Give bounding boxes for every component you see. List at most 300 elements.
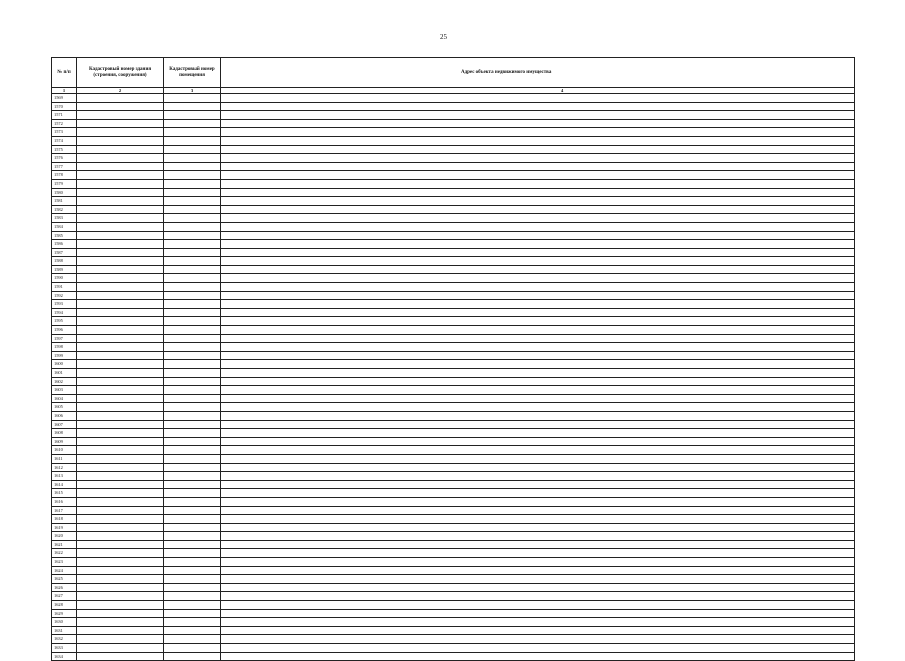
property-address bbox=[221, 240, 855, 249]
building-cadastral-number bbox=[77, 472, 164, 481]
property-address bbox=[221, 291, 855, 300]
row-number: 1605 bbox=[52, 403, 77, 412]
building-cadastral-number bbox=[77, 257, 164, 266]
property-register-table bbox=[51, 57, 855, 661]
building-cadastral-number bbox=[77, 652, 164, 661]
table-row bbox=[52, 652, 855, 661]
building-cadastral-number bbox=[77, 403, 164, 412]
row-number: 1583 bbox=[52, 214, 77, 223]
row-number: 1625 bbox=[52, 575, 77, 584]
property-address bbox=[221, 566, 855, 575]
row-number: 1575 bbox=[52, 145, 77, 154]
room-cadastral-number bbox=[164, 609, 221, 618]
room-cadastral-number bbox=[164, 644, 221, 653]
property-address bbox=[221, 154, 855, 163]
property-address bbox=[221, 162, 855, 171]
table-row bbox=[52, 308, 855, 317]
column-number: 4 bbox=[221, 88, 855, 94]
room-cadastral-number bbox=[164, 94, 221, 103]
property-address bbox=[221, 540, 855, 549]
room-cadastral-number bbox=[164, 197, 221, 206]
room-cadastral-number bbox=[164, 506, 221, 515]
row-number: 1574 bbox=[52, 136, 77, 145]
building-cadastral-number bbox=[77, 489, 164, 498]
building-cadastral-number bbox=[77, 566, 164, 575]
building-cadastral-number bbox=[77, 601, 164, 610]
property-address bbox=[221, 300, 855, 309]
room-cadastral-number bbox=[164, 326, 221, 335]
table-row bbox=[52, 497, 855, 506]
room-cadastral-number bbox=[164, 472, 221, 481]
property-address bbox=[221, 394, 855, 403]
property-address bbox=[221, 171, 855, 180]
row-number: 1588 bbox=[52, 257, 77, 266]
property-address bbox=[221, 257, 855, 266]
row-number: 1591 bbox=[52, 283, 77, 292]
room-cadastral-number bbox=[164, 437, 221, 446]
row-number: 1597 bbox=[52, 334, 77, 343]
building-cadastral-number bbox=[77, 626, 164, 635]
building-cadastral-number bbox=[77, 274, 164, 283]
property-address bbox=[221, 420, 855, 429]
property-address bbox=[221, 317, 855, 326]
building-cadastral-number bbox=[77, 205, 164, 214]
building-cadastral-number bbox=[77, 532, 164, 541]
building-cadastral-number bbox=[77, 635, 164, 644]
row-number: 1623 bbox=[52, 558, 77, 567]
room-cadastral-number bbox=[164, 257, 221, 266]
row-number: 1618 bbox=[52, 515, 77, 524]
property-address bbox=[221, 308, 855, 317]
row-number: 1614 bbox=[52, 480, 77, 489]
property-address bbox=[221, 248, 855, 257]
building-cadastral-number bbox=[77, 540, 164, 549]
row-number: 1611 bbox=[52, 454, 77, 463]
table-row bbox=[52, 128, 855, 137]
table-row bbox=[52, 377, 855, 386]
property-address bbox=[221, 454, 855, 463]
building-cadastral-number bbox=[77, 343, 164, 352]
building-cadastral-number bbox=[77, 437, 164, 446]
table-row bbox=[52, 214, 855, 223]
table-row bbox=[52, 506, 855, 515]
row-number: 1582 bbox=[52, 205, 77, 214]
building-cadastral-number bbox=[77, 360, 164, 369]
property-address bbox=[221, 601, 855, 610]
building-cadastral-number bbox=[77, 429, 164, 438]
property-address bbox=[221, 94, 855, 103]
room-cadastral-number bbox=[164, 188, 221, 197]
room-cadastral-number bbox=[164, 575, 221, 584]
property-address bbox=[221, 197, 855, 206]
building-cadastral-number bbox=[77, 644, 164, 653]
header-address: Адрес объекта недвижимого имущества bbox=[221, 58, 855, 88]
table-row bbox=[52, 558, 855, 567]
room-cadastral-number bbox=[164, 274, 221, 283]
row-number: 1590 bbox=[52, 274, 77, 283]
room-cadastral-number bbox=[164, 360, 221, 369]
table-row bbox=[52, 94, 855, 103]
table-row bbox=[52, 119, 855, 128]
table-row bbox=[52, 489, 855, 498]
table-row bbox=[52, 248, 855, 257]
row-number: 1586 bbox=[52, 240, 77, 249]
building-cadastral-number bbox=[77, 506, 164, 515]
room-cadastral-number bbox=[164, 489, 221, 498]
room-cadastral-number bbox=[164, 317, 221, 326]
room-cadastral-number bbox=[164, 558, 221, 567]
building-cadastral-number bbox=[77, 480, 164, 489]
row-number: 1599 bbox=[52, 351, 77, 360]
property-address bbox=[221, 119, 855, 128]
table-row bbox=[52, 291, 855, 300]
property-address bbox=[221, 136, 855, 145]
building-cadastral-number bbox=[77, 171, 164, 180]
table-row bbox=[52, 300, 855, 309]
row-number: 1619 bbox=[52, 523, 77, 532]
building-cadastral-number bbox=[77, 377, 164, 386]
property-address bbox=[221, 592, 855, 601]
room-cadastral-number bbox=[164, 145, 221, 154]
row-number: 1572 bbox=[52, 119, 77, 128]
property-address bbox=[221, 429, 855, 438]
building-cadastral-number bbox=[77, 497, 164, 506]
room-cadastral-number bbox=[164, 265, 221, 274]
room-cadastral-number bbox=[164, 231, 221, 240]
building-cadastral-number bbox=[77, 609, 164, 618]
room-cadastral-number bbox=[164, 334, 221, 343]
room-cadastral-number bbox=[164, 162, 221, 171]
table-row bbox=[52, 601, 855, 610]
room-cadastral-number bbox=[164, 532, 221, 541]
table-row bbox=[52, 566, 855, 575]
room-cadastral-number bbox=[164, 497, 221, 506]
building-cadastral-number bbox=[77, 386, 164, 395]
table-row bbox=[52, 257, 855, 266]
building-cadastral-number bbox=[77, 394, 164, 403]
header-building-cadastral-number: Кадастровый номер здания (строения, сооружения) bbox=[77, 58, 164, 88]
table-row bbox=[52, 162, 855, 171]
property-address bbox=[221, 506, 855, 515]
property-address bbox=[221, 265, 855, 274]
property-address bbox=[221, 231, 855, 240]
property-address bbox=[221, 609, 855, 618]
row-number: 1594 bbox=[52, 308, 77, 317]
room-cadastral-number bbox=[164, 566, 221, 575]
building-cadastral-number bbox=[77, 145, 164, 154]
table-row bbox=[52, 265, 855, 274]
room-cadastral-number bbox=[164, 454, 221, 463]
building-cadastral-number bbox=[77, 334, 164, 343]
table-row bbox=[52, 644, 855, 653]
table-row bbox=[52, 437, 855, 446]
building-cadastral-number bbox=[77, 154, 164, 163]
row-number: 1629 bbox=[52, 609, 77, 618]
row-number: 1598 bbox=[52, 343, 77, 352]
property-address bbox=[221, 326, 855, 335]
row-number: 1631 bbox=[52, 626, 77, 635]
property-address bbox=[221, 446, 855, 455]
property-address bbox=[221, 334, 855, 343]
row-number: 1616 bbox=[52, 497, 77, 506]
row-number: 1626 bbox=[52, 583, 77, 592]
row-number: 1608 bbox=[52, 429, 77, 438]
row-number: 1600 bbox=[52, 360, 77, 369]
table-row bbox=[52, 369, 855, 378]
room-cadastral-number bbox=[164, 248, 221, 257]
room-cadastral-number bbox=[164, 308, 221, 317]
property-address bbox=[221, 583, 855, 592]
property-address bbox=[221, 472, 855, 481]
table-row bbox=[52, 540, 855, 549]
room-cadastral-number bbox=[164, 300, 221, 309]
column-number: 1 bbox=[52, 88, 77, 94]
table-row bbox=[52, 102, 855, 111]
property-address bbox=[221, 360, 855, 369]
table-row bbox=[52, 231, 855, 240]
building-cadastral-number bbox=[77, 558, 164, 567]
building-cadastral-number bbox=[77, 111, 164, 120]
property-address bbox=[221, 351, 855, 360]
building-cadastral-number bbox=[77, 351, 164, 360]
row-number: 1630 bbox=[52, 618, 77, 627]
row-number: 1587 bbox=[52, 248, 77, 257]
room-cadastral-number bbox=[164, 635, 221, 644]
building-cadastral-number bbox=[77, 549, 164, 558]
row-number: 1628 bbox=[52, 601, 77, 610]
property-address bbox=[221, 644, 855, 653]
table-row bbox=[52, 136, 855, 145]
property-address bbox=[221, 377, 855, 386]
table-row bbox=[52, 197, 855, 206]
property-address bbox=[221, 532, 855, 541]
property-address bbox=[221, 618, 855, 627]
table-row bbox=[52, 523, 855, 532]
room-cadastral-number bbox=[164, 583, 221, 592]
room-cadastral-number bbox=[164, 411, 221, 420]
building-cadastral-number bbox=[77, 265, 164, 274]
room-cadastral-number bbox=[164, 111, 221, 120]
room-cadastral-number bbox=[164, 351, 221, 360]
property-address bbox=[221, 549, 855, 558]
room-cadastral-number bbox=[164, 480, 221, 489]
building-cadastral-number bbox=[77, 523, 164, 532]
header-row-number: № п/п bbox=[52, 58, 77, 88]
building-cadastral-number bbox=[77, 583, 164, 592]
property-address bbox=[221, 283, 855, 292]
room-cadastral-number bbox=[164, 205, 221, 214]
row-number: 1627 bbox=[52, 592, 77, 601]
building-cadastral-number bbox=[77, 136, 164, 145]
header-room-cadastral-number: Кадастровый номер помещения bbox=[164, 58, 221, 88]
row-number: 1634 bbox=[52, 652, 77, 661]
room-cadastral-number bbox=[164, 386, 221, 395]
room-cadastral-number bbox=[164, 291, 221, 300]
building-cadastral-number bbox=[77, 317, 164, 326]
row-number: 1615 bbox=[52, 489, 77, 498]
property-address bbox=[221, 489, 855, 498]
property-address bbox=[221, 523, 855, 532]
building-cadastral-number bbox=[77, 291, 164, 300]
table-row bbox=[52, 446, 855, 455]
page-number: 25 bbox=[440, 33, 447, 41]
row-number: 1571 bbox=[52, 111, 77, 120]
building-cadastral-number bbox=[77, 326, 164, 335]
table-body bbox=[52, 88, 855, 661]
room-cadastral-number bbox=[164, 102, 221, 111]
table-row bbox=[52, 222, 855, 231]
property-address bbox=[221, 205, 855, 214]
property-address bbox=[221, 575, 855, 584]
table-row bbox=[52, 188, 855, 197]
table-row bbox=[52, 472, 855, 481]
property-address bbox=[221, 558, 855, 567]
property-address bbox=[221, 463, 855, 472]
property-address bbox=[221, 626, 855, 635]
building-cadastral-number bbox=[77, 128, 164, 137]
row-number: 1601 bbox=[52, 369, 77, 378]
column-number: 2 bbox=[77, 88, 164, 94]
row-number: 1602 bbox=[52, 377, 77, 386]
row-number: 1604 bbox=[52, 394, 77, 403]
table-row bbox=[52, 403, 855, 412]
table-row bbox=[52, 583, 855, 592]
building-cadastral-number bbox=[77, 283, 164, 292]
property-address bbox=[221, 635, 855, 644]
property-address bbox=[221, 480, 855, 489]
room-cadastral-number bbox=[164, 154, 221, 163]
building-cadastral-number bbox=[77, 575, 164, 584]
row-number: 1620 bbox=[52, 532, 77, 541]
row-number: 1584 bbox=[52, 222, 77, 231]
row-number: 1576 bbox=[52, 154, 77, 163]
building-cadastral-number bbox=[77, 162, 164, 171]
room-cadastral-number bbox=[164, 214, 221, 223]
table-row bbox=[52, 592, 855, 601]
property-address bbox=[221, 515, 855, 524]
building-cadastral-number bbox=[77, 454, 164, 463]
property-address bbox=[221, 179, 855, 188]
table-row bbox=[52, 326, 855, 335]
row-number: 1595 bbox=[52, 317, 77, 326]
room-cadastral-number bbox=[164, 128, 221, 137]
table-row bbox=[52, 386, 855, 395]
property-address bbox=[221, 403, 855, 412]
property-address bbox=[221, 222, 855, 231]
row-number: 1581 bbox=[52, 197, 77, 206]
building-cadastral-number bbox=[77, 300, 164, 309]
row-number: 1573 bbox=[52, 128, 77, 137]
row-number: 1589 bbox=[52, 265, 77, 274]
row-number: 1593 bbox=[52, 300, 77, 309]
property-address bbox=[221, 437, 855, 446]
room-cadastral-number bbox=[164, 601, 221, 610]
row-number: 1592 bbox=[52, 291, 77, 300]
row-number: 1621 bbox=[52, 540, 77, 549]
property-address bbox=[221, 386, 855, 395]
room-cadastral-number bbox=[164, 240, 221, 249]
table-row bbox=[52, 429, 855, 438]
room-cadastral-number bbox=[164, 171, 221, 180]
row-number: 1622 bbox=[52, 549, 77, 558]
table-row bbox=[52, 575, 855, 584]
table-row bbox=[52, 420, 855, 429]
table-row bbox=[52, 618, 855, 627]
table-row bbox=[52, 343, 855, 352]
table-row bbox=[52, 283, 855, 292]
property-address bbox=[221, 369, 855, 378]
property-address bbox=[221, 128, 855, 137]
building-cadastral-number bbox=[77, 240, 164, 249]
table-row bbox=[52, 351, 855, 360]
building-cadastral-number bbox=[77, 463, 164, 472]
row-number: 1612 bbox=[52, 463, 77, 472]
room-cadastral-number bbox=[164, 369, 221, 378]
table-row bbox=[52, 334, 855, 343]
room-cadastral-number bbox=[164, 377, 221, 386]
room-cadastral-number bbox=[164, 652, 221, 661]
building-cadastral-number bbox=[77, 411, 164, 420]
table-row bbox=[52, 317, 855, 326]
room-cadastral-number bbox=[164, 463, 221, 472]
room-cadastral-number bbox=[164, 119, 221, 128]
column-number: 3 bbox=[164, 88, 221, 94]
row-number: 1633 bbox=[52, 644, 77, 653]
row-number: 1606 bbox=[52, 411, 77, 420]
building-cadastral-number bbox=[77, 119, 164, 128]
table-row bbox=[52, 532, 855, 541]
row-number: 1632 bbox=[52, 635, 77, 644]
building-cadastral-number bbox=[77, 214, 164, 223]
header-row bbox=[52, 58, 855, 88]
table-row bbox=[52, 154, 855, 163]
table-row bbox=[52, 463, 855, 472]
room-cadastral-number bbox=[164, 283, 221, 292]
table-row bbox=[52, 609, 855, 618]
row-number: 1610 bbox=[52, 446, 77, 455]
room-cadastral-number bbox=[164, 515, 221, 524]
row-number: 1578 bbox=[52, 171, 77, 180]
building-cadastral-number bbox=[77, 231, 164, 240]
table-row bbox=[52, 635, 855, 644]
property-address bbox=[221, 214, 855, 223]
property-address bbox=[221, 111, 855, 120]
property-address bbox=[221, 497, 855, 506]
row-number: 1570 bbox=[52, 102, 77, 111]
table-row bbox=[52, 515, 855, 524]
room-cadastral-number bbox=[164, 540, 221, 549]
table-row bbox=[52, 549, 855, 558]
building-cadastral-number bbox=[77, 197, 164, 206]
table-row bbox=[52, 145, 855, 154]
room-cadastral-number bbox=[164, 343, 221, 352]
property-address bbox=[221, 102, 855, 111]
property-address bbox=[221, 188, 855, 197]
property-address bbox=[221, 652, 855, 661]
building-cadastral-number bbox=[77, 222, 164, 231]
room-cadastral-number bbox=[164, 549, 221, 558]
row-number: 1624 bbox=[52, 566, 77, 575]
building-cadastral-number bbox=[77, 308, 164, 317]
building-cadastral-number bbox=[77, 618, 164, 627]
table-row bbox=[52, 171, 855, 180]
row-number: 1579 bbox=[52, 179, 77, 188]
room-cadastral-number bbox=[164, 446, 221, 455]
row-number: 1580 bbox=[52, 188, 77, 197]
room-cadastral-number bbox=[164, 394, 221, 403]
property-address bbox=[221, 343, 855, 352]
building-cadastral-number bbox=[77, 188, 164, 197]
